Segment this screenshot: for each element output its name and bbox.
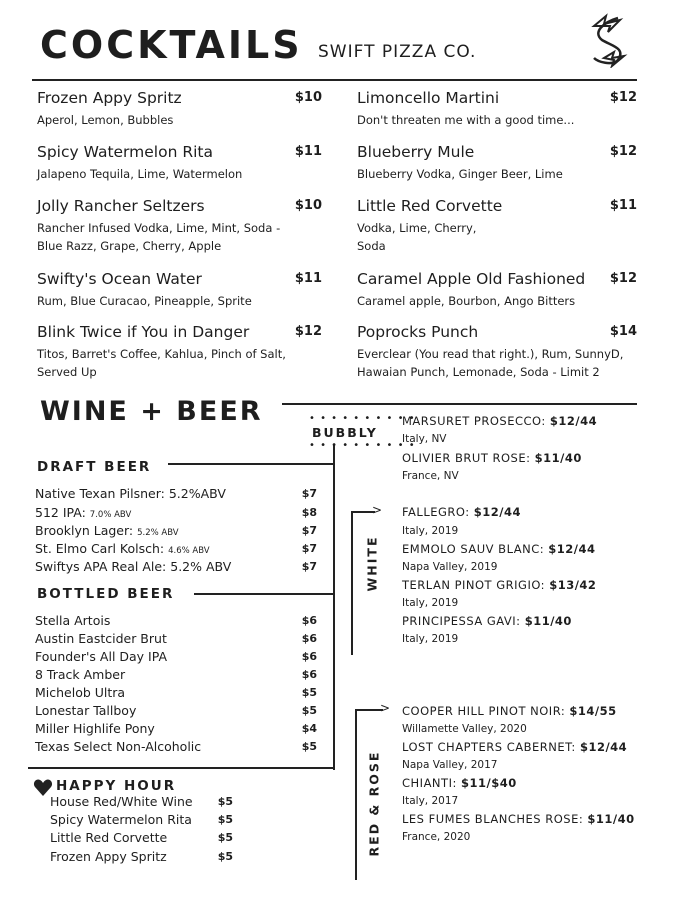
bubbly-dots-bottom: • • • • • • • • • • bbox=[309, 440, 416, 451]
wine-name-row bbox=[402, 542, 596, 556]
beer-price: $4 bbox=[301, 722, 317, 735]
cocktail-name: Jolly Rancher Seltzers bbox=[37, 197, 205, 215]
cocktail-name: Limoncello Martini bbox=[357, 89, 500, 107]
beer-name: Native Texan Pilsner: bbox=[35, 486, 165, 501]
beer-name: Swiftys APA Real Ale: bbox=[35, 559, 167, 574]
wine-region: Italy, 2017 bbox=[402, 795, 459, 807]
happy-hour-price: $5 bbox=[217, 831, 233, 844]
cocktail-desc: Caramel apple, Bourbon, Ango Bitters bbox=[357, 294, 576, 308]
beer-name: 8 Track Amber bbox=[35, 667, 126, 682]
cocktail-desc: Blueberry Vodka, Ginger Beer, Lime bbox=[357, 167, 563, 181]
white-arrow-icon: > bbox=[372, 503, 383, 517]
wine-top-rule bbox=[282, 403, 637, 405]
wine-name: MARSURET PROSECCO: bbox=[402, 414, 546, 428]
column-divider bbox=[333, 445, 335, 770]
cocktail-desc: Jalapeno Tequila, Lime, Watermelon bbox=[37, 167, 243, 181]
happy-hour-item: Frozen Appy Spritz bbox=[50, 849, 167, 864]
draft-row bbox=[35, 541, 317, 559]
beer-name: Lonestar Tallboy bbox=[35, 703, 137, 718]
happy-hour-price: $5 bbox=[217, 813, 233, 826]
red-rose-label: RED & ROSE bbox=[366, 750, 382, 857]
happy-hour-item: Spicy Watermelon Rita bbox=[50, 812, 192, 827]
beer-name: Texas Select Non-Alcoholic bbox=[35, 739, 202, 754]
wine-name: CHIANTI: bbox=[402, 776, 457, 790]
happy-hour-row bbox=[50, 794, 233, 812]
happy-hour-rule bbox=[28, 767, 334, 769]
draft-row bbox=[35, 486, 317, 504]
cocktail-item bbox=[357, 197, 637, 253]
beer-name: Miller Highlife Pony bbox=[35, 721, 155, 736]
cocktail-price: $12 bbox=[609, 271, 637, 286]
bottled-row bbox=[35, 613, 317, 631]
wine-name: PRINCIPESSA GAVI: bbox=[402, 614, 521, 628]
cocktail-price: $12 bbox=[294, 324, 322, 339]
beer-abv: 7.0% ABV bbox=[89, 510, 132, 520]
beer-price: $5 bbox=[301, 740, 317, 753]
cocktail-price: $14 bbox=[609, 324, 637, 339]
wine-region: Napa Valley, 2019 bbox=[402, 561, 498, 573]
beer-price: $7 bbox=[301, 560, 317, 573]
beer-name: Founder's All Day IPA bbox=[35, 649, 168, 664]
cocktail-desc: Everclear (You read that right.), Rum, SunnyD, Hawaian Punch, Lemonade, Soda - Limit 2 bbox=[357, 347, 624, 379]
wine-price: $12/44 bbox=[579, 740, 628, 754]
wine-name-row bbox=[402, 704, 617, 718]
beer-name: St. Elmo Carl Kolsch: bbox=[35, 541, 165, 556]
wine-name-row bbox=[402, 414, 597, 428]
beer-price: $6 bbox=[301, 632, 317, 645]
cocktail-desc: Vodka, Lime, Cherry, Soda bbox=[357, 221, 477, 253]
wine-name-row bbox=[402, 578, 596, 592]
cocktail-name: Blueberry Mule bbox=[357, 143, 475, 161]
wine-region: Italy, 2019 bbox=[402, 525, 459, 537]
beer-name: 512 IPA: bbox=[35, 505, 86, 520]
cocktail-name: Caramel Apple Old Fashioned bbox=[357, 270, 586, 288]
cocktail-item bbox=[37, 143, 322, 193]
wine-name-row bbox=[402, 812, 635, 826]
cocktail-price: $11 bbox=[609, 198, 637, 213]
beer-price: $5 bbox=[301, 686, 317, 699]
wine-price: $11/40 bbox=[587, 812, 635, 826]
white-label-wrap bbox=[334, 535, 410, 592]
beer-price: $7 bbox=[301, 542, 317, 555]
cocktail-name: Blink Twice if You in Danger bbox=[37, 323, 250, 341]
cocktail-price: $10 bbox=[294, 90, 322, 105]
bottled-row bbox=[35, 739, 317, 757]
beer-name: Stella Artois bbox=[35, 613, 111, 628]
beer-abv: 5.2%ABV bbox=[168, 486, 226, 501]
wine-region: Napa Valley, 2017 bbox=[402, 759, 498, 771]
cocktail-name: Little Red Corvette bbox=[357, 197, 503, 215]
beer-name: Austin Eastcider Brut bbox=[35, 631, 167, 646]
bottled-beer-heading: BOTTLED BEER bbox=[37, 586, 175, 602]
beer-price: $6 bbox=[301, 650, 317, 663]
bottled-rule bbox=[194, 593, 334, 595]
cocktail-item bbox=[357, 270, 637, 320]
happy-hour-row bbox=[50, 830, 233, 848]
wine-region: Italy, 2019 bbox=[402, 633, 459, 645]
cocktail-price: $11 bbox=[294, 144, 322, 159]
wine-region: Italy, 2019 bbox=[402, 597, 459, 609]
beer-price: $7 bbox=[301, 524, 317, 537]
menu-title: COCKTAILS bbox=[40, 23, 303, 67]
happy-hour-item: Little Red Corvette bbox=[50, 830, 168, 845]
brand-name: SWIFT PIZZA CO. bbox=[318, 42, 477, 62]
wine-price: $12/44 bbox=[549, 414, 598, 428]
wine-region: France, NV bbox=[402, 470, 459, 482]
cocktail-item bbox=[37, 197, 322, 253]
beer-name: Brooklyn Lager: bbox=[35, 523, 134, 538]
cocktail-item bbox=[37, 89, 322, 139]
draft-rule bbox=[168, 463, 334, 465]
wine-name-row bbox=[402, 740, 627, 754]
header-rule bbox=[32, 79, 637, 81]
happy-hour-price: $5 bbox=[217, 850, 233, 863]
wine-price: $11/40 bbox=[524, 614, 572, 628]
draft-row bbox=[35, 505, 317, 523]
beer-name: Michelob Ultra bbox=[35, 685, 126, 700]
wine-name: LES FUMES BLANCHES ROSE: bbox=[402, 812, 584, 826]
wine-name-row bbox=[402, 505, 521, 519]
draft-row bbox=[35, 523, 317, 541]
wine-price: $12/44 bbox=[473, 505, 522, 519]
draft-row bbox=[35, 559, 317, 577]
bottled-row bbox=[35, 721, 317, 739]
cocktail-price: $12 bbox=[609, 144, 637, 159]
happy-hour-item: House Red/White Wine bbox=[50, 794, 193, 809]
beer-price: $6 bbox=[301, 668, 317, 681]
wine-name-row bbox=[402, 614, 572, 628]
draft-beer-heading: DRAFT BEER bbox=[37, 459, 152, 475]
bubbly-dots-top: • • • • • • • • • • bbox=[309, 413, 416, 424]
bottled-row bbox=[35, 667, 317, 685]
happy-hour-heading: HAPPY HOUR bbox=[56, 778, 177, 794]
wine-beer-title: WINE + BEER bbox=[40, 396, 263, 427]
wine-name-row bbox=[402, 451, 582, 465]
bottled-row bbox=[35, 649, 317, 667]
wine-region: Willamette Valley, 2020 bbox=[402, 723, 527, 735]
cocktail-name: Swifty's Ocean Water bbox=[37, 270, 202, 288]
beer-price: $7 bbox=[301, 487, 317, 500]
cocktail-item bbox=[357, 323, 637, 379]
cocktail-desc: Titos, Barret's Coffee, Kahlua, Pinch of Salt, Served Up bbox=[37, 347, 286, 379]
happy-hour-row bbox=[50, 849, 233, 867]
wine-price: $11/40 bbox=[534, 451, 582, 465]
bubbly-label: BUBBLY bbox=[312, 425, 378, 440]
swift-logo-icon bbox=[584, 12, 632, 68]
bottled-row bbox=[35, 703, 317, 721]
wine-price: $14/55 bbox=[569, 704, 617, 718]
cocktail-price: $11 bbox=[294, 271, 322, 286]
cocktail-desc: Don't threaten me with a good time... bbox=[357, 113, 575, 127]
red-arrow-line bbox=[355, 709, 383, 711]
wine-price: $12/44 bbox=[548, 542, 596, 556]
wine-region: Italy, NV bbox=[402, 433, 447, 445]
wine-name-row bbox=[402, 776, 517, 790]
cocktail-item bbox=[37, 270, 322, 320]
white-label: WHITE bbox=[364, 535, 380, 592]
cocktail-item bbox=[37, 323, 322, 379]
wine-name: OLIVIER BRUT ROSE: bbox=[402, 451, 531, 465]
wine-name: FALLEGRO: bbox=[402, 505, 470, 519]
wine-price: $11/$40 bbox=[461, 776, 517, 790]
wine-name: LOST CHAPTERS CABERNET: bbox=[402, 740, 576, 754]
cocktail-name: Frozen Appy Spritz bbox=[37, 89, 182, 107]
cocktail-desc: Rancher Infused Vodka, Lime, Mint, Soda - Blue Razz, Grape, Cherry, Apple bbox=[37, 221, 281, 253]
white-bracket bbox=[351, 512, 353, 655]
cocktail-name: Poprocks Punch bbox=[357, 323, 479, 341]
cocktail-desc: Aperol, Lemon, Bubbles bbox=[37, 113, 174, 127]
wine-region: France, 2020 bbox=[402, 831, 471, 843]
beer-price: $6 bbox=[301, 614, 317, 627]
wine-name: TERLAN PINOT GRIGIO: bbox=[402, 578, 546, 592]
wine-price: $13/42 bbox=[549, 578, 597, 592]
cocktail-price: $12 bbox=[609, 90, 637, 105]
wine-name: COOPER HILL PINOT NOIR: bbox=[402, 704, 566, 718]
beer-abv: 4.6% ABV bbox=[168, 546, 210, 556]
cocktail-name: Spicy Watermelon Rita bbox=[37, 143, 213, 161]
red-arrow-icon: > bbox=[380, 701, 391, 715]
bottled-row bbox=[35, 685, 317, 703]
bottled-row bbox=[35, 631, 317, 649]
beer-price: $5 bbox=[301, 704, 317, 717]
cocktail-item bbox=[357, 89, 637, 139]
wine-name: EMMOLO SAUV BLANC: bbox=[402, 542, 545, 556]
beer-abv: 5.2% ABV bbox=[170, 559, 232, 574]
beer-abv: 5.2% ABV bbox=[137, 528, 179, 538]
cocktail-price: $10 bbox=[294, 198, 322, 213]
cocktail-desc: Rum, Blue Curacao, Pineapple, Sprite bbox=[37, 294, 252, 308]
happy-hour-price: $5 bbox=[217, 795, 233, 808]
cocktail-item bbox=[357, 143, 637, 193]
beer-price: $8 bbox=[301, 506, 317, 519]
red-bracket bbox=[355, 710, 357, 880]
happy-hour-row bbox=[50, 812, 233, 830]
